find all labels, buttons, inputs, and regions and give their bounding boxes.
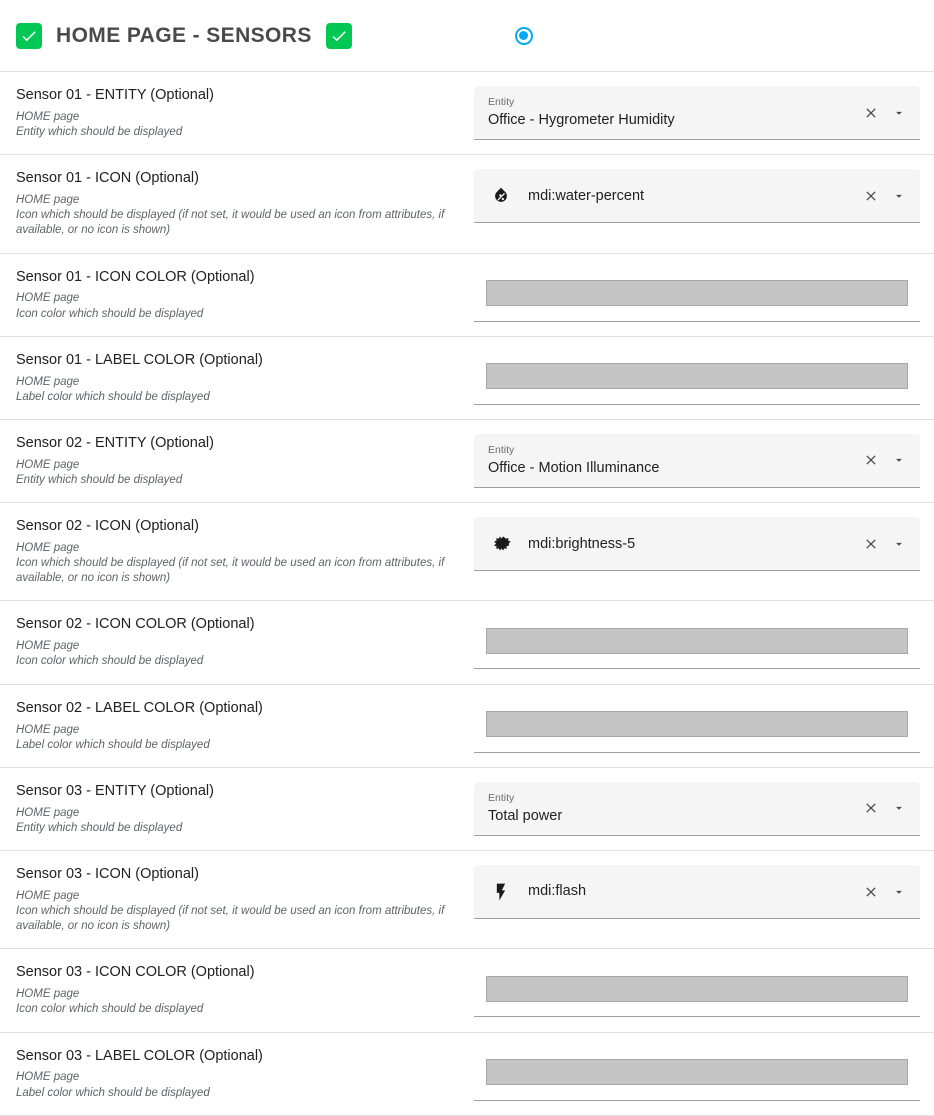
- row-title: Sensor 03 - ICON COLOR (Optional): [16, 964, 255, 981]
- color-text-input[interactable]: [486, 1059, 908, 1085]
- settings-row: [0, 685, 934, 768]
- settings-row: [0, 949, 934, 1032]
- row-description-line: HOME page: [16, 458, 80, 471]
- field-actions: [862, 187, 908, 205]
- row-field: [474, 963, 920, 1017]
- row-description-line: HOME page: [16, 194, 80, 207]
- row-description-line: Icon which should be displayed (if not set, it would be used an icon from attributes, if: [16, 557, 445, 570]
- entity-value[interactable]: Office - Motion Illuminance: [488, 459, 660, 476]
- icon-value[interactable]: mdi:flash: [528, 883, 587, 900]
- icon-value[interactable]: mdi:brightness-5: [528, 535, 636, 552]
- row-label: [16, 699, 474, 753]
- row-title: Sensor 01 - ICON (Optional): [16, 170, 199, 187]
- row-label: [16, 268, 474, 322]
- row-field: [474, 865, 920, 919]
- color-field[interactable]: [474, 963, 920, 1017]
- close-icon[interactable]: [862, 104, 880, 122]
- radio-inner-dot: [519, 31, 528, 40]
- row-description-line: Entity which should be displayed: [16, 126, 183, 139]
- settings-row: [0, 155, 934, 253]
- field-actions: [862, 535, 908, 553]
- row-description-line: HOME page: [16, 1071, 80, 1084]
- check-icon: [20, 27, 38, 45]
- close-icon[interactable]: [862, 187, 880, 205]
- close-icon[interactable]: [862, 883, 880, 901]
- entity-picker-field[interactable]: [474, 86, 920, 140]
- row-label: [16, 517, 474, 586]
- row-label: [16, 1047, 474, 1101]
- row-label: [16, 615, 474, 669]
- row-field: [474, 782, 920, 836]
- row-description-line: Icon which should be displayed (if not set, it would be used an icon from attributes, if: [16, 209, 445, 222]
- radio-button-selected[interactable]: [506, 18, 542, 54]
- chevron-down-icon[interactable]: [890, 799, 908, 817]
- icon-picker-field[interactable]: [474, 865, 920, 919]
- field-actions: [862, 883, 908, 901]
- close-icon[interactable]: [862, 535, 880, 553]
- field-actions: [862, 104, 908, 122]
- row-title: Sensor 03 - ICON (Optional): [16, 866, 199, 883]
- checkbox-left-checked[interactable]: [16, 23, 42, 49]
- row-title: Sensor 03 - ENTITY (Optional): [16, 782, 214, 799]
- color-field[interactable]: [474, 615, 920, 669]
- row-description: [16, 889, 462, 935]
- settings-row: [0, 337, 934, 420]
- row-description: [16, 458, 462, 488]
- row-description: [16, 291, 462, 321]
- color-text-input[interactable]: [486, 976, 908, 1002]
- row-field: [474, 1047, 920, 1101]
- row-description: [16, 987, 462, 1017]
- close-icon[interactable]: [862, 451, 880, 469]
- checkbox-right-checked[interactable]: [326, 23, 352, 49]
- chevron-down-icon[interactable]: [890, 535, 908, 553]
- row-field: [474, 268, 920, 322]
- check-icon: [330, 27, 348, 45]
- row-title: Sensor 02 - ICON COLOR (Optional): [16, 616, 255, 633]
- field-inner: [528, 187, 852, 205]
- field-actions: [862, 451, 908, 469]
- color-text-input[interactable]: [486, 280, 908, 306]
- row-label: [16, 865, 474, 934]
- chevron-down-icon[interactable]: [890, 187, 908, 205]
- row-label: [16, 169, 474, 238]
- field-actions: [862, 799, 908, 817]
- row-title: Sensor 01 - LABEL COLOR (Optional): [16, 351, 263, 368]
- row-title: Sensor 03 - LABEL COLOR (Optional): [16, 1047, 263, 1064]
- panel-header: [0, 0, 934, 72]
- row-description-line: Entity which should be displayed: [16, 473, 183, 486]
- settings-rows: [0, 72, 934, 1116]
- page-title: HOME PAGE - SENSORS: [56, 23, 312, 47]
- row-title: Sensor 02 - ENTITY (Optional): [16, 434, 214, 451]
- row-field: [474, 169, 920, 223]
- settings-row: [0, 601, 934, 684]
- color-text-input[interactable]: [486, 628, 908, 654]
- chevron-down-icon[interactable]: [890, 883, 908, 901]
- field-inner: [528, 882, 852, 900]
- settings-row: [0, 1033, 934, 1116]
- icon-picker-field[interactable]: [474, 169, 920, 223]
- row-description-line: HOME page: [16, 806, 80, 819]
- row-description-line: HOME page: [16, 988, 80, 1001]
- row-description-line: HOME page: [16, 541, 80, 554]
- close-icon[interactable]: [862, 799, 880, 817]
- row-description-line: HOME page: [16, 640, 80, 653]
- row-description-line: Entity which should be displayed: [16, 821, 183, 834]
- field-inner: [488, 96, 852, 129]
- field-inner: [528, 535, 852, 553]
- row-description: [16, 1070, 462, 1100]
- flash-icon: [488, 882, 514, 902]
- icon-picker-field[interactable]: [474, 517, 920, 571]
- row-description-line: available, or no icon is shown): [16, 572, 171, 585]
- row-description-line: Label color which should be displayed: [16, 1086, 210, 1099]
- row-description-line: HOME page: [16, 110, 80, 123]
- row-title: Sensor 02 - LABEL COLOR (Optional): [16, 699, 263, 716]
- color-field[interactable]: [474, 268, 920, 322]
- row-description: [16, 806, 462, 836]
- row-description: [16, 193, 462, 239]
- row-description-line: Icon color which should be displayed: [16, 1003, 204, 1016]
- entity-picker-field[interactable]: [474, 782, 920, 836]
- row-description-line: available, or no icon is shown): [16, 224, 171, 237]
- row-title: Sensor 02 - ICON (Optional): [16, 518, 199, 535]
- row-title: Sensor 01 - ICON COLOR (Optional): [16, 268, 255, 285]
- row-field: [474, 517, 920, 571]
- row-field: [474, 434, 920, 488]
- water-percent-icon: [488, 186, 514, 206]
- row-description-line: Label color which should be displayed: [16, 390, 210, 403]
- color-text-input[interactable]: [486, 711, 908, 737]
- entity-picker-field[interactable]: [474, 434, 920, 488]
- row-description: [16, 541, 462, 587]
- chevron-down-icon[interactable]: [890, 451, 908, 469]
- row-description-line: HOME page: [16, 292, 80, 305]
- row-field: [474, 86, 920, 140]
- chevron-down-icon[interactable]: [890, 104, 908, 122]
- row-label: [16, 963, 474, 1017]
- row-description: [16, 110, 462, 140]
- row-label: [16, 782, 474, 836]
- row-label: [16, 434, 474, 488]
- field-inner: [488, 792, 852, 825]
- icon-value[interactable]: mdi:water-percent: [528, 187, 645, 204]
- row-description-line: HOME page: [16, 889, 80, 902]
- color-field[interactable]: [474, 1047, 920, 1101]
- field-inner: [488, 444, 852, 477]
- row-description-line: Icon color which should be displayed: [16, 307, 204, 320]
- row-label: [16, 86, 474, 140]
- brightness-5-icon: [488, 533, 514, 554]
- settings-row: [0, 851, 934, 949]
- field-float-label: Entity: [488, 96, 515, 109]
- row-description-line: HOME page: [16, 375, 80, 388]
- color-field[interactable]: [474, 351, 920, 405]
- row-description: [16, 639, 462, 669]
- row-description-line: available, or no icon is shown): [16, 920, 171, 933]
- row-description-line: Label color which should be displayed: [16, 738, 210, 751]
- row-description: [16, 375, 462, 405]
- row-title: Sensor 01 - ENTITY (Optional): [16, 87, 214, 103]
- row-field: [474, 351, 920, 405]
- row-field: [474, 699, 920, 753]
- settings-row: [0, 254, 934, 337]
- settings-row: [0, 768, 934, 851]
- color-field[interactable]: [474, 699, 920, 753]
- settings-row: [0, 503, 934, 601]
- row-description-line: HOME page: [16, 723, 80, 736]
- row-field: [474, 615, 920, 669]
- row-description-line: Icon color which should be displayed: [16, 655, 204, 668]
- row-description: [16, 723, 462, 753]
- row-label: [16, 351, 474, 405]
- row-description-line: Icon which should be displayed (if not set, it would be used an icon from attributes, if: [16, 905, 445, 918]
- entity-value[interactable]: Total power: [488, 807, 563, 824]
- settings-row: [0, 72, 934, 155]
- field-float-label: Entity: [488, 444, 515, 457]
- field-float-label: Entity: [488, 791, 515, 804]
- entity-value[interactable]: Office - Hygrometer Humidity: [488, 111, 675, 128]
- radio-outer-ring: [515, 27, 533, 45]
- settings-row: [0, 420, 934, 503]
- color-text-input[interactable]: [486, 363, 908, 389]
